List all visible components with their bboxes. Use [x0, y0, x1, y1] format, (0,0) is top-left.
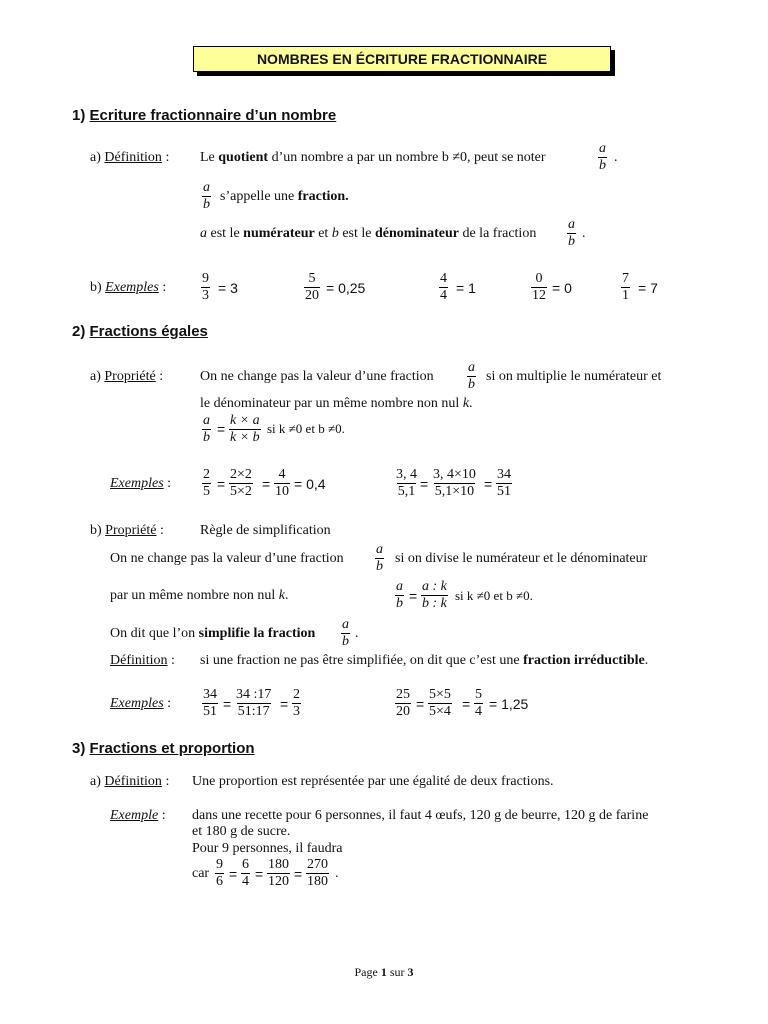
term: Exemples — [110, 476, 164, 491]
numerator: 34 — [497, 467, 511, 482]
section-3-heading — [72, 740, 255, 757]
text: par un même nombre non nul — [110, 588, 276, 603]
s2-b-line1-start: On ne change pas la valeur d’une fraction — [110, 551, 344, 566]
numerator: 34 :17 — [236, 687, 272, 702]
denominator: 20 — [305, 288, 319, 303]
numerator: a : k — [422, 579, 447, 594]
text: Page — [354, 965, 378, 979]
text: d’un nombre a par un nombre b ≠0, peut se noter — [271, 150, 546, 165]
s2-property-line1-start: On ne change pas la valeur d’une fraction — [200, 369, 434, 384]
equals: = — [420, 476, 429, 492]
italic-b: b — [331, 226, 339, 241]
denominator: b — [468, 377, 475, 392]
section-2-heading — [72, 323, 208, 340]
numerator: a — [376, 542, 383, 557]
text: Le — [200, 150, 215, 165]
equals: = — [409, 588, 418, 604]
s2-examples2-label — [110, 696, 171, 712]
denominator: b — [568, 234, 575, 249]
example-fraction — [306, 857, 329, 890]
example-fraction — [274, 467, 290, 500]
denominator: 3 — [293, 704, 300, 719]
bold-text: fraction. — [297, 189, 349, 204]
numerator: 4 — [278, 467, 286, 482]
denominator: 51:17 — [237, 704, 270, 719]
text: le dénominateur par un même nombre non nul — [200, 396, 460, 411]
section-number: 2) — [72, 323, 86, 340]
example-fraction — [439, 271, 448, 304]
denominator: 4 — [440, 288, 447, 303]
fraction-a-b — [395, 579, 404, 612]
bold-text: dénominateur — [374, 226, 459, 241]
denominator: 120 — [268, 874, 289, 889]
s2-property-line1-end: si on multiplie le numérateur et — [486, 369, 662, 384]
section-1-heading — [72, 107, 336, 124]
fraction-a-b — [598, 141, 607, 174]
numerator: 7 — [622, 271, 629, 286]
s2-examples-label — [110, 476, 171, 492]
colon: : — [159, 369, 164, 384]
numerator: a — [203, 413, 210, 428]
fraction-ak-bk — [421, 579, 448, 612]
example-fraction — [292, 687, 301, 720]
s2-property-line2 — [200, 396, 473, 412]
s2-b-label — [90, 523, 164, 539]
bold-text: numérateur — [243, 226, 315, 241]
fraction-a-b — [467, 360, 476, 393]
denominator: 180 — [307, 874, 328, 889]
equals: = — [484, 476, 493, 492]
s2-definition-label — [110, 653, 175, 669]
numerator: 3, 4×10 — [433, 467, 476, 482]
denominator: 5×2 — [230, 484, 252, 499]
term: Définition — [104, 150, 162, 165]
period: . — [582, 226, 586, 241]
s2-b-line1-end: si on divise le numérateur et le dénominateur — [395, 551, 648, 566]
colon: : — [161, 808, 166, 823]
page-total: 3 — [407, 965, 414, 979]
period: . — [614, 150, 618, 165]
equals: = — [294, 866, 303, 882]
equals: = — [223, 696, 232, 712]
fraction-ka-kb — [229, 413, 261, 446]
s1-definition-line2 — [220, 189, 349, 205]
fraction-a-b — [202, 180, 211, 213]
example-fraction — [202, 687, 218, 720]
italic-k: k — [462, 396, 470, 411]
term: Définition — [104, 774, 162, 789]
numerator: 5×5 — [429, 687, 451, 702]
numerator: a — [599, 141, 606, 156]
text: s’appelle une — [220, 189, 295, 204]
denominator: 1 — [622, 288, 629, 303]
example-fraction — [235, 687, 272, 720]
s2-a-label — [90, 369, 163, 385]
example-fraction — [395, 467, 418, 500]
denominator: b — [203, 430, 210, 445]
section-title: Fractions égales — [89, 323, 208, 340]
item-letter: b) — [90, 280, 102, 295]
equals: = — [416, 696, 425, 712]
term: Exemples — [105, 280, 159, 295]
example-fraction — [267, 857, 290, 890]
numerator: a — [468, 360, 475, 375]
denominator: 4 — [475, 704, 482, 719]
colon: : — [165, 150, 170, 165]
section-title: Ecriture fractionnaire d’un nombre — [89, 107, 337, 124]
denominator: 10 — [275, 484, 289, 499]
example-result: = 0 — [552, 280, 572, 296]
example-result: = 1 — [456, 280, 476, 296]
denominator: 5 — [203, 484, 210, 499]
denominator: b — [376, 559, 383, 574]
numerator: 9 — [202, 271, 209, 286]
numerator: 2 — [293, 687, 300, 702]
example-fraction — [229, 467, 253, 500]
s3-example-line3: Pour 9 personnes, il faudra — [192, 841, 343, 856]
example-fraction — [531, 271, 547, 304]
equals: = — [280, 696, 289, 712]
numerator: 270 — [307, 857, 328, 872]
section-number: 3) — [72, 740, 86, 757]
s2-definition-text — [200, 653, 648, 669]
numerator: 3, 4 — [396, 467, 417, 482]
example-result: = 0,4 — [294, 476, 326, 492]
condition: si k ≠0 et b ≠0. — [267, 421, 345, 436]
numerator: k × a — [230, 413, 260, 428]
text: On dit que l’on — [110, 626, 196, 641]
numerator: 5 — [475, 687, 482, 702]
s2-b-line3 — [110, 626, 315, 642]
s3-car: car — [192, 866, 210, 881]
colon: : — [171, 653, 175, 668]
denominator: b — [203, 197, 210, 212]
numerator: 34 — [203, 687, 217, 702]
item-letter: a) — [90, 774, 101, 789]
condition: si k ≠0 et b ≠0. — [455, 588, 533, 603]
denominator: 6 — [216, 874, 223, 889]
numerator: a — [342, 617, 349, 632]
s1-definition-line3 — [200, 226, 536, 242]
fraction-a-b — [375, 542, 384, 575]
period: . — [644, 653, 649, 668]
example-fraction — [621, 271, 630, 304]
s1-definition-line1 — [200, 150, 546, 166]
fraction-a-b — [567, 217, 576, 250]
example-fraction — [215, 857, 224, 890]
numerator: 2×2 — [230, 467, 252, 482]
equals: = — [255, 866, 264, 882]
page-title: NOMBRES EN ÉCRITURE FRACTIONNAIRE — [193, 46, 611, 72]
denominator: k × b — [230, 430, 260, 445]
colon: : — [165, 774, 170, 789]
s3-a-label — [90, 774, 169, 790]
text: si une fraction ne pas être simplifiée, on dit que c’est une — [200, 653, 520, 668]
denominator: b : k — [422, 596, 447, 611]
example-fraction — [201, 271, 210, 304]
item-letter: a) — [90, 369, 101, 384]
equals: = — [462, 696, 471, 712]
period: . — [335, 866, 339, 881]
numerator: a — [203, 180, 210, 195]
period: . — [284, 588, 289, 603]
denominator: b — [599, 158, 606, 173]
s3-example-line1: dans une recette pour 6 personnes, il faut 4 œufs, 120 g de beurre, 120 g de farine — [192, 808, 649, 823]
example-fraction — [241, 857, 250, 890]
example-fraction — [202, 467, 211, 500]
numerator: 5 — [308, 271, 316, 286]
numerator: 180 — [268, 857, 289, 872]
text: est le — [342, 226, 372, 241]
page-number: 1 — [380, 965, 387, 979]
numerator: 25 — [396, 687, 410, 702]
numerator: 0 — [535, 271, 543, 286]
denominator: b — [396, 596, 403, 611]
colon: : — [160, 523, 164, 538]
bold-text: fraction irréductible — [523, 653, 645, 668]
term: Exemple — [110, 808, 159, 823]
s3-example-line2: et 180 g de sucre. — [192, 824, 291, 839]
denominator: 4 — [242, 874, 249, 889]
colon: : — [167, 476, 172, 491]
example-fraction — [432, 467, 477, 500]
term: Propriété — [105, 523, 157, 538]
period: . — [469, 396, 473, 411]
colon: : — [167, 696, 172, 711]
term: Exemples — [110, 696, 164, 711]
text: de la fraction — [462, 226, 537, 241]
numerator: 4 — [440, 271, 447, 286]
text: sur — [389, 965, 405, 979]
example-result: = 1,25 — [489, 696, 529, 712]
section-number: 1) — [72, 107, 86, 124]
bold-text: simplifie la fraction — [198, 626, 316, 641]
denominator: 5×4 — [429, 704, 451, 719]
fraction-a-b — [202, 413, 211, 446]
colon: : — [162, 280, 167, 295]
example-fraction — [428, 687, 452, 720]
text: est le — [210, 226, 240, 241]
numerator: a — [396, 579, 403, 594]
s2-b-title: Règle de simplification — [200, 523, 331, 538]
fraction-a-b — [341, 617, 350, 650]
denominator: 51 — [497, 484, 511, 499]
equals: = — [262, 476, 271, 492]
numerator: 2 — [203, 467, 210, 482]
s2-b-line2 — [110, 588, 288, 604]
denominator: 12 — [532, 288, 546, 303]
s1-a-label — [90, 150, 169, 166]
section-title: Fractions et proportion — [89, 740, 255, 757]
item-letter: b) — [90, 523, 102, 538]
term: Définition — [110, 653, 168, 668]
example-fraction — [496, 467, 512, 500]
period: . — [355, 626, 359, 641]
italic-a: a — [200, 226, 207, 241]
example-result: = 7 — [638, 280, 658, 296]
denominator: 5,1 — [397, 484, 416, 499]
example-result: = 0,25 — [326, 280, 366, 296]
numerator: 9 — [216, 857, 223, 872]
denominator: 5,1×10 — [434, 484, 475, 499]
denominator: 3 — [202, 288, 209, 303]
s3-definition-text: Une proportion est représentée par une égalité de deux fractions. — [192, 774, 554, 789]
s3-example-label — [110, 808, 166, 824]
example-fraction — [395, 687, 411, 720]
italic-k: k — [278, 588, 285, 603]
denominator: b — [342, 634, 349, 649]
numerator: 6 — [242, 857, 249, 872]
text: et — [318, 226, 329, 241]
term: Propriété — [104, 369, 156, 384]
bold-text: quotient — [218, 150, 269, 165]
example-fraction — [304, 271, 320, 304]
example-result: = 3 — [218, 280, 238, 296]
equals: = — [229, 866, 238, 882]
item-letter: a) — [90, 150, 101, 165]
equals: = — [217, 476, 226, 492]
denominator: 20 — [396, 704, 410, 719]
example-fraction — [474, 687, 483, 720]
s1-b-label — [90, 280, 166, 296]
numerator: a — [568, 217, 575, 232]
page-footer — [0, 965, 768, 980]
denominator: 51 — [203, 704, 217, 719]
equals: = — [217, 421, 226, 437]
